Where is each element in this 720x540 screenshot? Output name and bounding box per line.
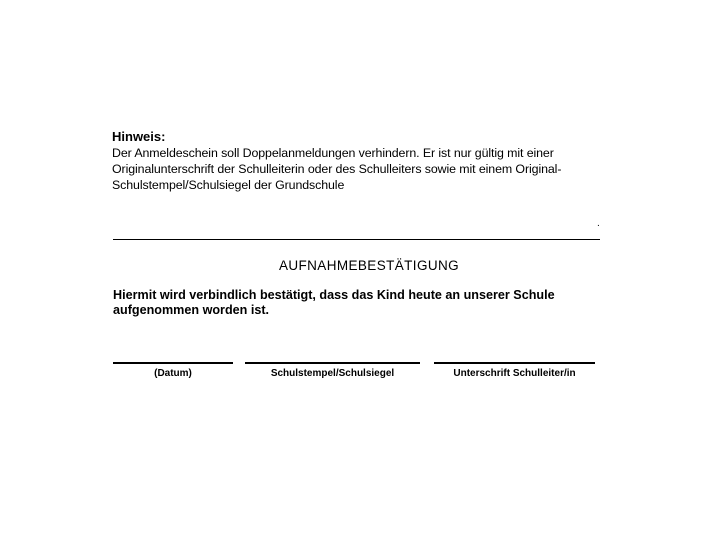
confirmation-text [113,288,613,318]
notice-section [112,128,622,193]
date-label: (Datum) [154,368,192,379]
notice-line-1: Der Anmeldeschein soll Doppelanmeldungen verhindern. Er ist nur gültig mit einer [112,146,554,160]
confirmation-line-1: Hiermit wird verbindlich bestätigt, dass das Kind heute an unserer Schule [113,288,555,302]
notice-line-2: Originalunterschrift der Schulleiterin oder des Schulleiters sowie mit einem Original- [112,162,562,176]
stray-dot: . [597,218,600,229]
stamp-label: Schulstempel/Schulsiegel [270,368,395,379]
date-line [113,362,233,364]
notice-heading: Hinweis: [112,129,166,144]
notice-line-3: Schulstempel/Schulsiegel der Grundschule [112,178,345,192]
signature-line [434,362,595,364]
signature-label: Unterschrift Schulleiter/in [453,368,576,379]
confirmation-title: AUFNAHMEBESTÄTIGUNG [278,258,460,273]
stamp-line [245,362,420,364]
confirmation-line-2: aufgenommen worden ist. [113,303,270,317]
section-divider [113,239,600,240]
